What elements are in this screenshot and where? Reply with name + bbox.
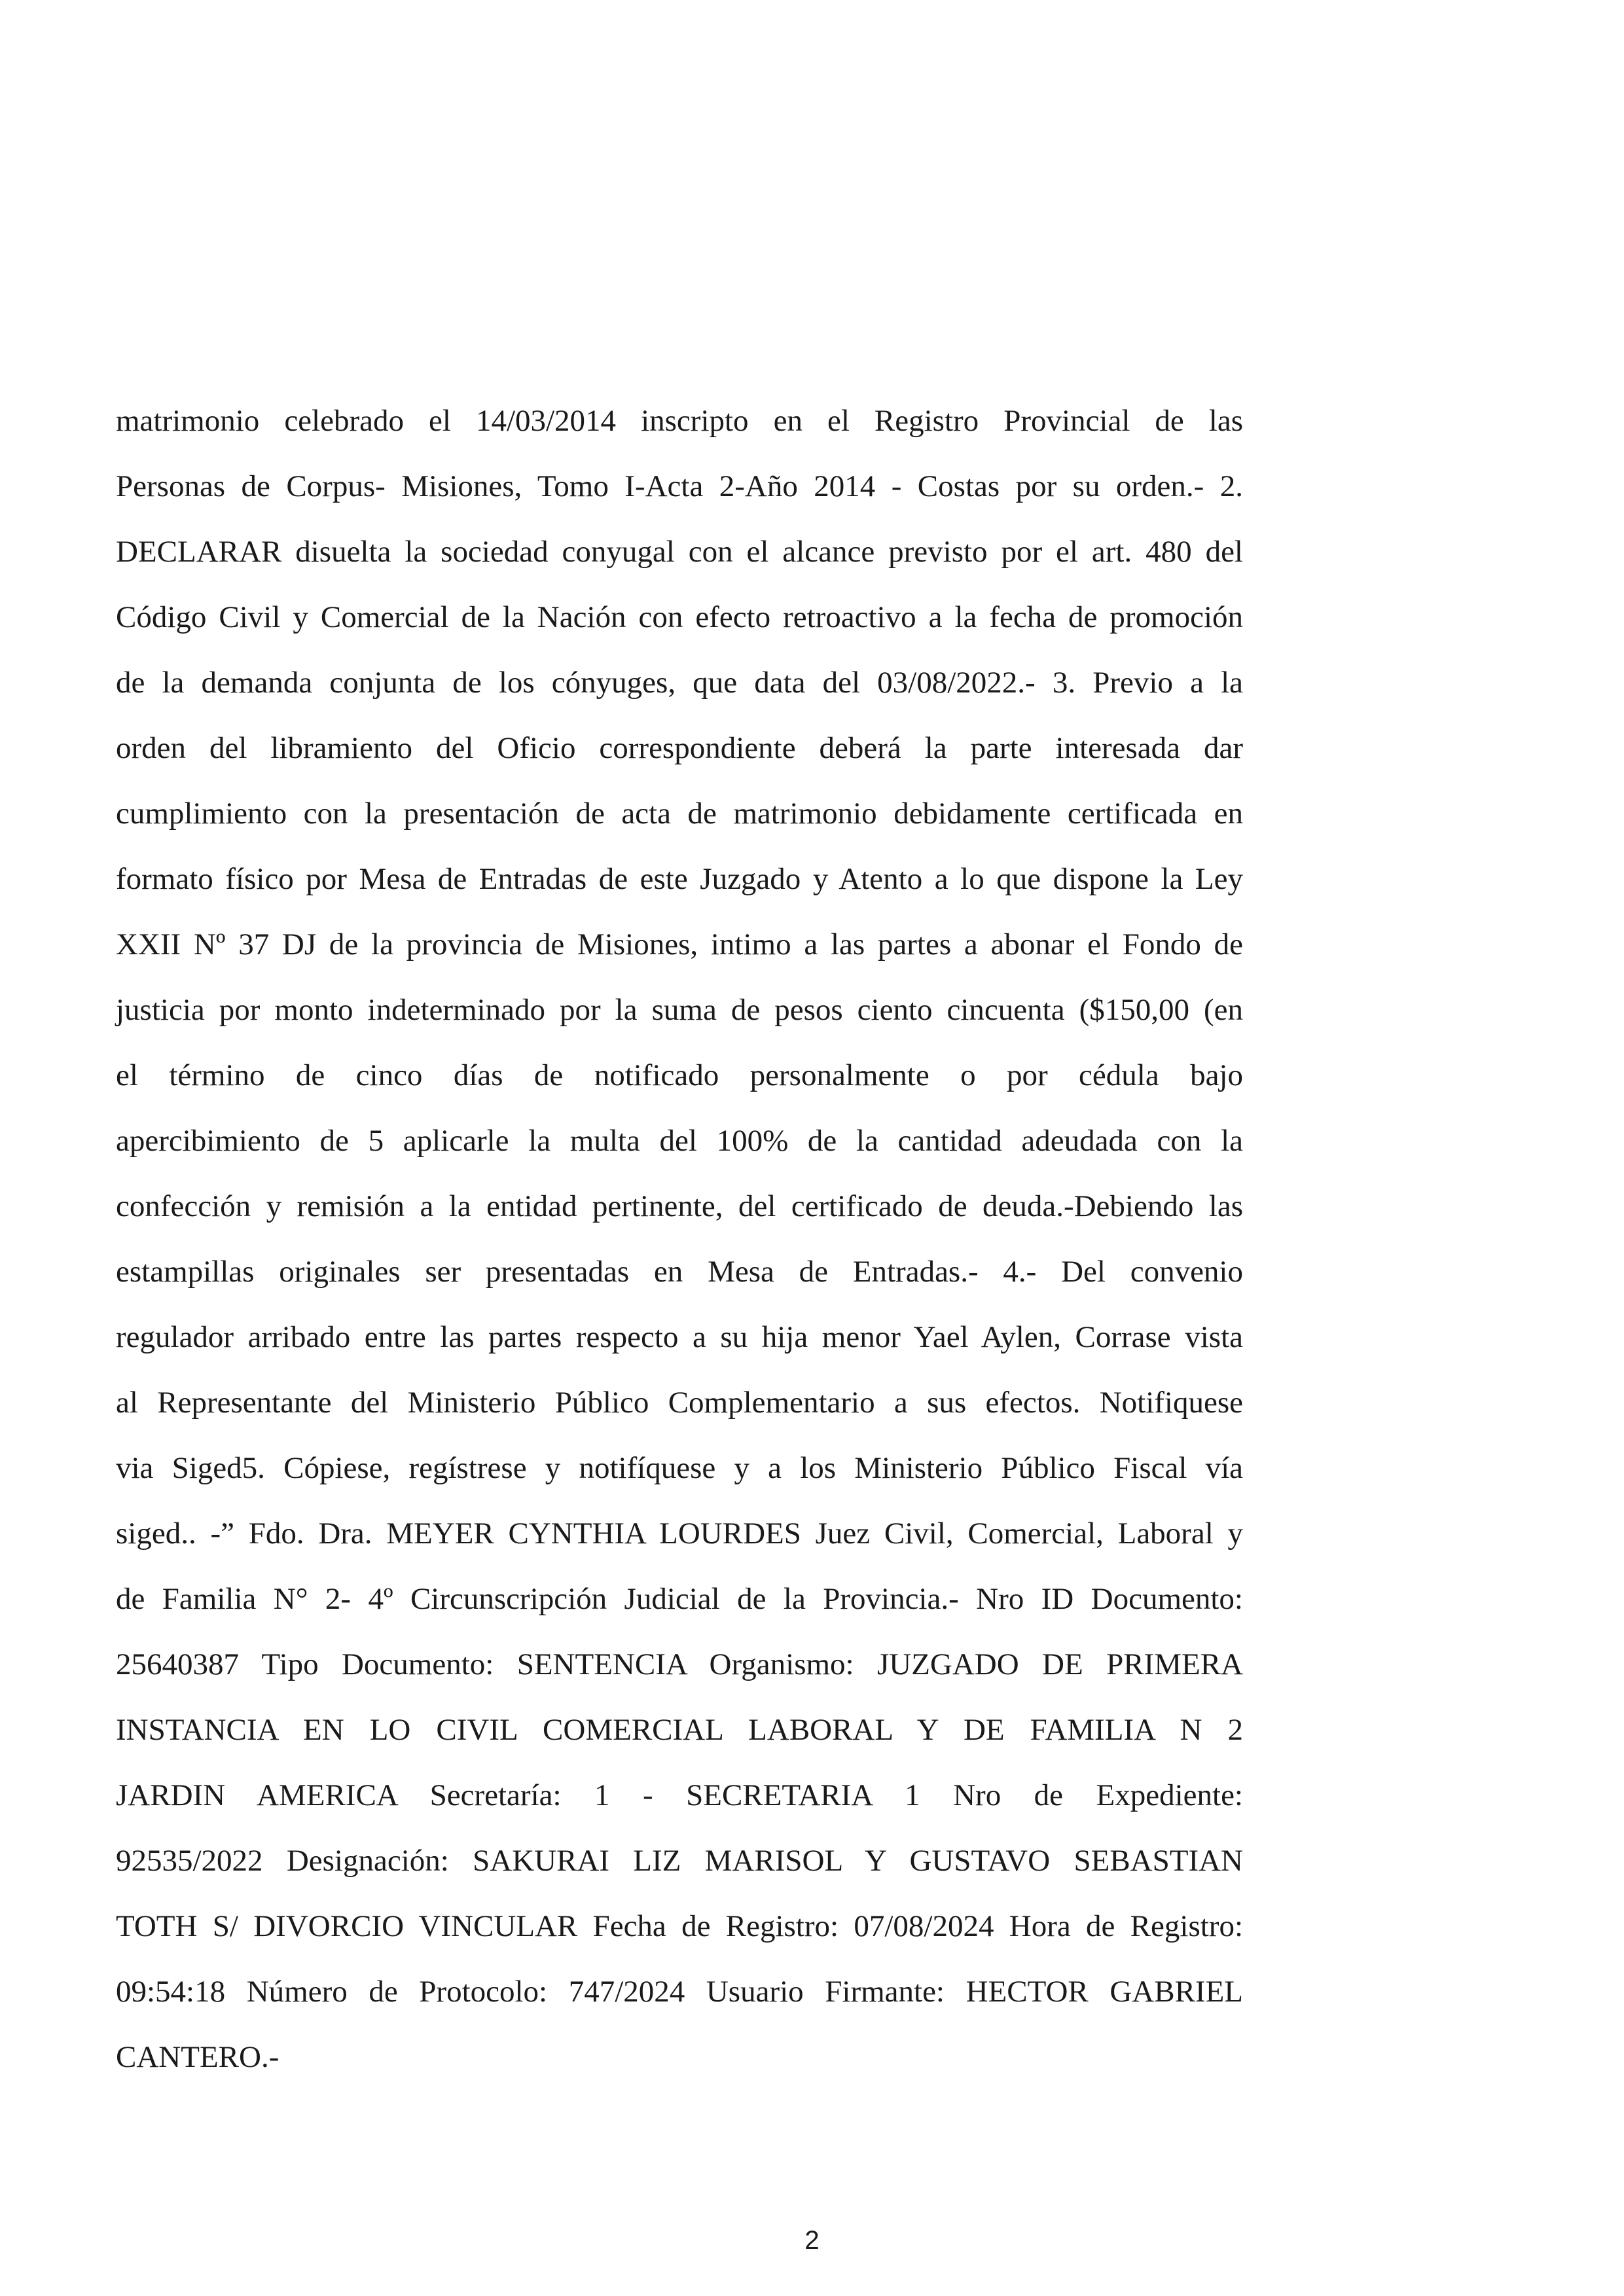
body-text-line: Código Civil y Comercial de la Nación con efecto retroactivo a la fecha de promoción: [116, 600, 1243, 634]
body-text-line: via Siged5. Cópiese, regístrese y notifíquese y a los Ministerio Público Fiscal vía: [116, 1451, 1243, 1485]
body-text-line: formato físico por Mesa de Entradas de este Juzgado y Atento a lo que dispone la Ley: [116, 862, 1243, 896]
body-text-line: CANTERO.-: [116, 2040, 280, 2074]
body-text-line: siged.. -” Fdo. Dra. MEYER CYNTHIA LOURDES Juez Civil, Comercial, Laboral y: [116, 1516, 1243, 1551]
body-text-line: TOTH S/ DIVORCIO VINCULAR Fecha de Registro: 07/08/2024 Hora de Registro:: [116, 1909, 1243, 1943]
body-text-line: cumplimiento con la presentación de acta de matrimonio debidamente certificada en: [116, 797, 1243, 831]
body-text-line: apercibimiento de 5 aplicarle la multa del 100% de la cantidad adeudada con la: [116, 1124, 1243, 1158]
body-text-line: 09:54:18 Número de Protocolo: 747/2024 Usuario Firmante: HECTOR GABRIEL: [116, 1975, 1243, 2009]
body-text-line: matrimonio celebrado el 14/03/2014 inscripto en el Registro Provincial de las: [116, 404, 1243, 438]
body-text-line: justicia por monto indeterminado por la suma de pesos ciento cincuenta ($150,00 (en: [116, 993, 1243, 1027]
body-text-line: DECLARAR disuelta la sociedad conyugal con el alcance previsto por el art. 480 del: [116, 535, 1243, 569]
body-text-line: de Familia N° 2- 4º Circunscripción Judicial de la Provincia.- Nro ID Documento:: [116, 1582, 1243, 1616]
body-text-line: estampillas originales ser presentadas en Mesa de Entradas.- 4.- Del convenio: [116, 1255, 1243, 1289]
body-text-line: el término de cinco días de notificado personalmente o por cédula bajo: [116, 1058, 1243, 1092]
body-text-line: confección y remisión a la entidad pertinente, del certificado de deuda.-Debiendo las: [116, 1189, 1243, 1223]
body-text-line: 92535/2022 Designación: SAKURAI LIZ MARISOL Y GUSTAVO SEBASTIAN: [116, 1844, 1243, 1878]
body-text-line: JARDIN AMERICA Secretaría: 1 - SECRETARIA 1 Nro de Expediente:: [116, 1778, 1243, 1812]
body-text-line: 25640387 Tipo Documento: SENTENCIA Organismo: JUZGADO DE PRIMERA: [116, 1647, 1243, 1681]
body-text-line: Personas de Corpus- Misiones, Tomo I-Acta 2-Año 2014 - Costas por su orden.- 2.: [116, 469, 1243, 503]
body-text-line: XXII Nº 37 DJ de la provincia de Misiones, intimo a las partes a abonar el Fondo de: [116, 927, 1243, 961]
body-text-line: regulador arribado entre las partes respecto a su hija menor Yael Aylen, Corrase vista: [116, 1320, 1243, 1354]
page-number: 2: [804, 2226, 820, 2255]
body-text-line: orden del libramiento del Oficio correspondiente deberá la parte interesada dar: [116, 731, 1243, 765]
body-text-line: INSTANCIA EN LO CIVIL COMERCIAL LABORAL Y DE FAMILIA N 2: [116, 1713, 1243, 1747]
body-text-line: de la demanda conjunta de los cónyuges, que data del 03/08/2022.- 3. Previo a la: [116, 666, 1243, 700]
body-text-line: al Representante del Ministerio Público Complementario a sus efectos. Notifiquese: [116, 1386, 1243, 1420]
